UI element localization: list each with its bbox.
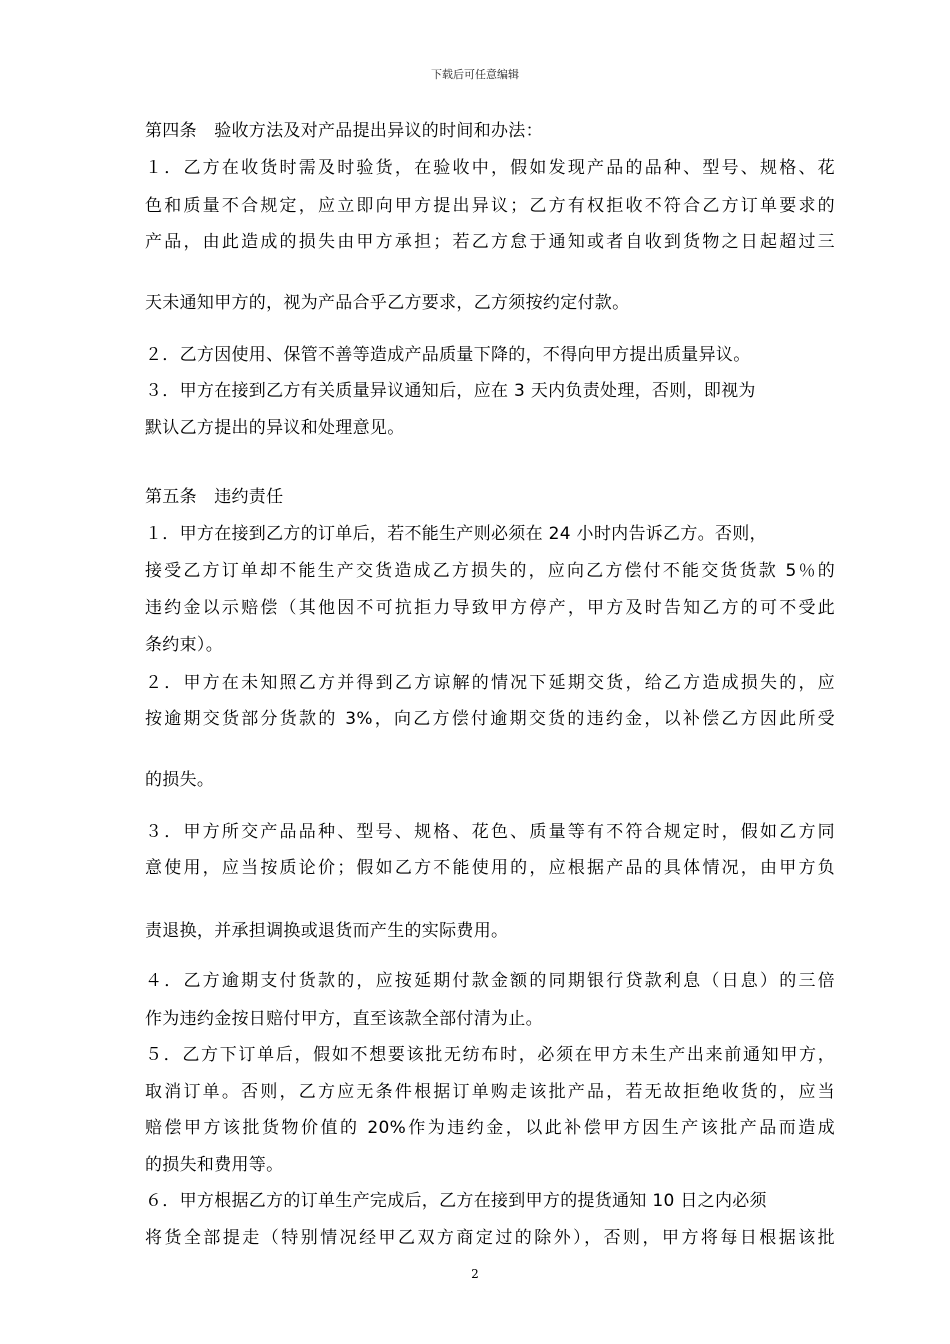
page-header: 下载后可任意编辑: [431, 68, 519, 81]
text-line: 的损失。: [145, 770, 215, 790]
text-line: ４．乙方逾期支付货款的，应按延期付款金额的同期银行贷款利息（日息）的三倍: [145, 971, 835, 991]
text-line: 意使用，应当按质论价；假如乙方不能使用的，应根据产品的具体情况，由甲方负: [145, 858, 835, 878]
text-line: 色和质量不合规定，应立即向甲方提出异议；乙方有权拒收不符合乙方订单要求的: [145, 196, 835, 216]
text-line: 按逾期交货部分货款的 3%，向乙方偿付逾期交货的违约金，以补偿乙方因此所受: [145, 709, 835, 729]
text-line: 天未通知甲方的，视为产品合乎乙方要求，乙方须按约定付款。: [145, 293, 630, 313]
text-line: 的损失和费用等。: [145, 1155, 284, 1175]
text-line: 将货全部提走（特别情况经甲乙双方商定过的除外），否则，甲方将每日根据该批: [145, 1228, 835, 1248]
text-line: １．乙方在收货时需及时验货，在验收中，假如发现产品的品种、型号、规格、花: [145, 158, 835, 178]
text-line: 违约金以示赔偿（其他因不可抗拒力导致甲方停产，甲方及时告知乙方的可不受此: [145, 598, 835, 618]
text-line: 作为违约金按日赔付甲方，直至该款全部付清为止。: [145, 1009, 543, 1029]
text-line: 产品，由此造成的损失由甲方承担；若乙方怠于通知或者自收到货物之日起超过三: [145, 232, 835, 252]
text-line: 责退换，并承担调换或退货而产生的实际费用。: [145, 921, 509, 941]
text-line: ５．乙方下订单后，假如不想要该批无纺布时，必须在甲方未生产出来前通知甲方，: [145, 1045, 835, 1065]
text-line: 第五条 违约责任: [145, 487, 284, 507]
text-line: 接受乙方订单却不能生产交货造成乙方损失的，应向乙方偿付不能交货货款 5％的: [145, 561, 835, 581]
text-line: 取消订单。否则，乙方应无条件根据订单购走该批产品，若无故拒绝收货的，应当: [145, 1082, 835, 1102]
text-line: 默认乙方提出的异议和处理意见。: [145, 418, 405, 438]
text-line: 条约束）。: [145, 635, 223, 655]
text-line: ２．甲方在未知照乙方并得到乙方谅解的情况下延期交货，给乙方造成损失的，应: [145, 673, 835, 693]
text-line: 第四条 验收方法及对产品提出异议的时间和办法：: [145, 121, 543, 141]
text-line: 赔偿甲方该批货物价值的 20%作为违约金，以此补偿甲方因生产该批产品而造成: [145, 1118, 835, 1138]
text-line: ６．甲方根据乙方的订单生产完成后，乙方在接到甲方的提货通知 10 日之内必须: [145, 1191, 767, 1211]
page-number: 2: [471, 1267, 479, 1281]
text-line: １．甲方在接到乙方的订单后，若不能生产则必须在 24 小时内告诉乙方。否则，: [145, 524, 767, 544]
text-line: ２．乙方因使用、保管不善等造成产品质量下降的，不得向甲方提出质量异议。: [145, 345, 751, 365]
text-line: ３．甲方所交产品品种、型号、规格、花色、质量等有不符合规定时，假如乙方同: [145, 822, 835, 842]
text-line: ３．甲方在接到乙方有关质量异议通知后，应在 3 天内负责处理，否则，即视为: [145, 381, 756, 401]
